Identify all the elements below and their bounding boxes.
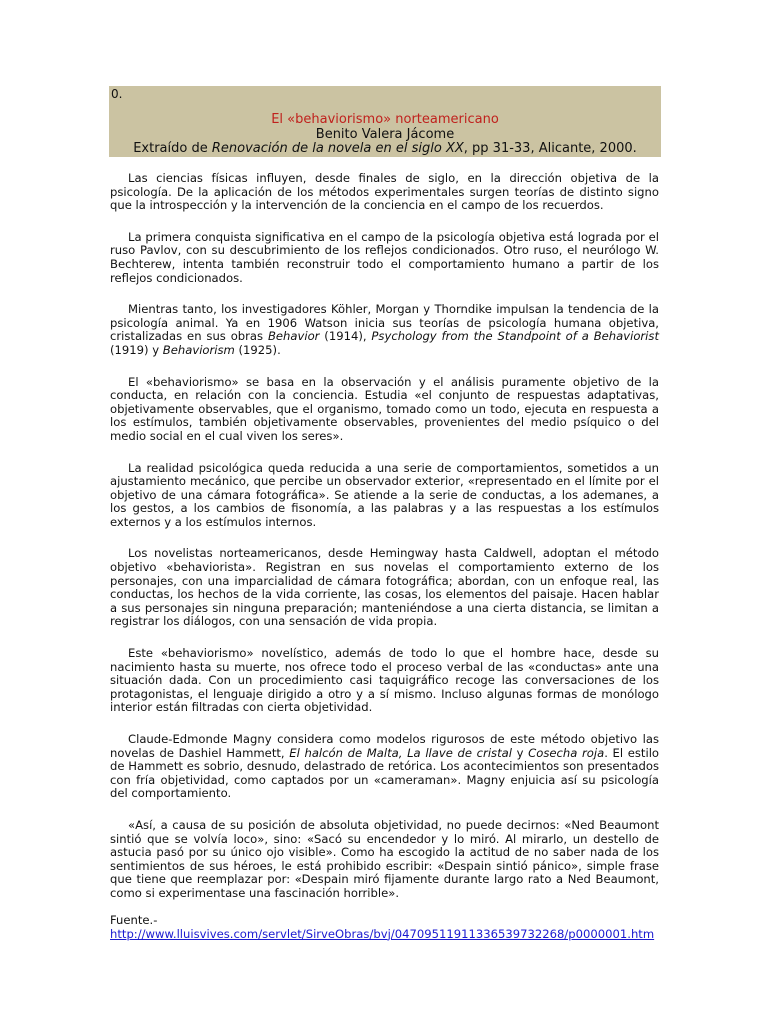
- p8-text-c: y: [511, 745, 529, 760]
- article-body: [110, 172, 659, 941]
- paragraph-7: Este «behaviorismo» novelístico, además de todo lo que el hombre hace, desde su nacimiento hasta su muerte, nos ofrece todo el proceso verbal de las «conductas» ante una situación dada. Con un procedimiento casi taquigráfico recoge las conversaciones de los protagonistas, el lenguaje dirigido a otro y a sí mismo. Incluso algunas formas de monólogo interior están filtradas con cierta objetividad.: [110, 646, 659, 715]
- header-banner: [109, 86, 661, 157]
- p8-text-a: Claude-Edmonde Magny considera como modelos rigurosos de este método objetivo las novelas de Dashiel Hammett,: [110, 732, 659, 760]
- p3-text-a: Mientras tanto, los investigadores Köhler, Morgan y Thorndike impulsan la tendencia de la psicología animal. Ya en 1906 Watson inicia sus teorías de psicología humana objetiva, cristalizadas en sus obras: [110, 302, 659, 344]
- header-lines: [109, 113, 661, 157]
- paragraph-3: [110, 303, 659, 357]
- paragraph-8: [110, 733, 659, 801]
- source-prefix: Extraído de: [133, 141, 212, 156]
- paragraph-6: Los novelistas norteamericanos, desde Hemingway hasta Caldwell, adoptan el método objetivo «behaviorista». Registran en sus novelas el comportamiento externo de los personajes, con una imparcialidad de cámara fotográfica; abordan, con un enfoque real, las conductas, los hechos de la vida corriente, las cosas, los elementos del paisaje. Hacen hablar a sus personajes sin ninguna preparación; manteniéndose a una cierta distancia, se limitan a registrar los diálogos, con una sensación de vida propia.: [110, 546, 659, 629]
- p8-title-cosecha: Cosecha roja: [528, 745, 605, 760]
- p3-title-behaviorism: Behaviorism: [162, 342, 235, 357]
- document-title: El «behaviorismo» norteamericano: [271, 112, 499, 127]
- paragraph-1: Las ciencias físicas influyen, desde finales de siglo, en la dirección objetiva de la psicología. De la aplicación de los métodos experimentales surgen teorías de distinto signo que la introspección y la intervención de la conciencia en el campo de los recuerdos.: [110, 171, 659, 213]
- p8-title-novels: El halcón de Malta, La llave de cristal: [289, 745, 512, 760]
- p3-text-c: (1914),: [319, 329, 372, 344]
- document-source: [109, 142, 661, 157]
- paragraph-2: La primera conquista significativa en el campo de la psicología objetiva está lograda por el ruso Pavlov, con su descubrimiento de los reflejos condicionados. Otro ruso, el neurólogo W. Bechterew, intenta también reconstruir todo el comportamiento humano a partir de los reflejos condicionados.: [110, 229, 659, 285]
- paragraph-4: El «behaviorismo» se basa en la observación y el análisis puramente objetivo de la conducta, en relación con la conciencia. Estudia «el conjunto de respuestas adaptativas, objetivamente observables, que el organismo, tomado como un todo, ejecuta en respuesta a los estímulos, también objetivamente observables, provenientes del medio psíquico o del medio social en el cual viven los seres».: [110, 374, 659, 443]
- source-suffix: , pp 31-33, Alicante, 2000.: [463, 141, 637, 156]
- source-book-title: Renovación de la novela en el siglo XX: [211, 141, 464, 156]
- document-author: Benito Valera Jácome: [315, 126, 455, 142]
- p3-text-e: (1919) y: [110, 342, 163, 357]
- source-label: Fuente.-: [110, 912, 158, 927]
- source-link[interactable]: http://www.lluisvives.com/servlet/SirveObras/bvj/04709511911336539732268/p0000001.htm: [110, 926, 655, 941]
- p8-text-e: . El estilo de Hammett es sobrio, desnudo, delastrado de retórica. Los acontecimientos son presentados con fría objetividad, como captados por un «cameraman». Magny enjuicia así su psicología del comportamiento.: [110, 745, 660, 801]
- p3-title-psychology: Psychology from the Standpoint of a Behaviorist: [371, 329, 659, 344]
- p3-text-g: (1925).: [234, 342, 281, 357]
- paragraph-9: «Así, a causa de su posición de absoluta objetividad, no puede decirnos: «Ned Beaumont sintió que se volvía loco», sino: «Sacó su encendedor y lo miró. Al mirarlo, un destello de astucia pasó por su único ojo visible». Como ha escogido la actitud de no saber nada de los sentimientos de sus héroes, le está prohibido escribir: «Despain sintió pánico», simple frase que tiene que reemplazar por: «Despain miró fijamente durante largo rato a Ned Beaumont, como si experimentase una fascinación horrible».: [110, 817, 659, 900]
- p3-title-behavior: Behavior: [267, 329, 320, 344]
- section-number: 0.: [111, 87, 123, 101]
- paragraph-5: La realidad psicológica queda reducida a una serie de comportamientos, sometidos a un ajustamiento mecánico, que percibe un observador exterior, «representado en el límite por el objetivo de una cámara fotográfica». Se atiende a la serie de conductas, a los ademanes, a los gestos, a los cambios de fisonomía, a las palabras y a las respuestas a los estímulos externos y a los estímulos internos.: [110, 460, 659, 529]
